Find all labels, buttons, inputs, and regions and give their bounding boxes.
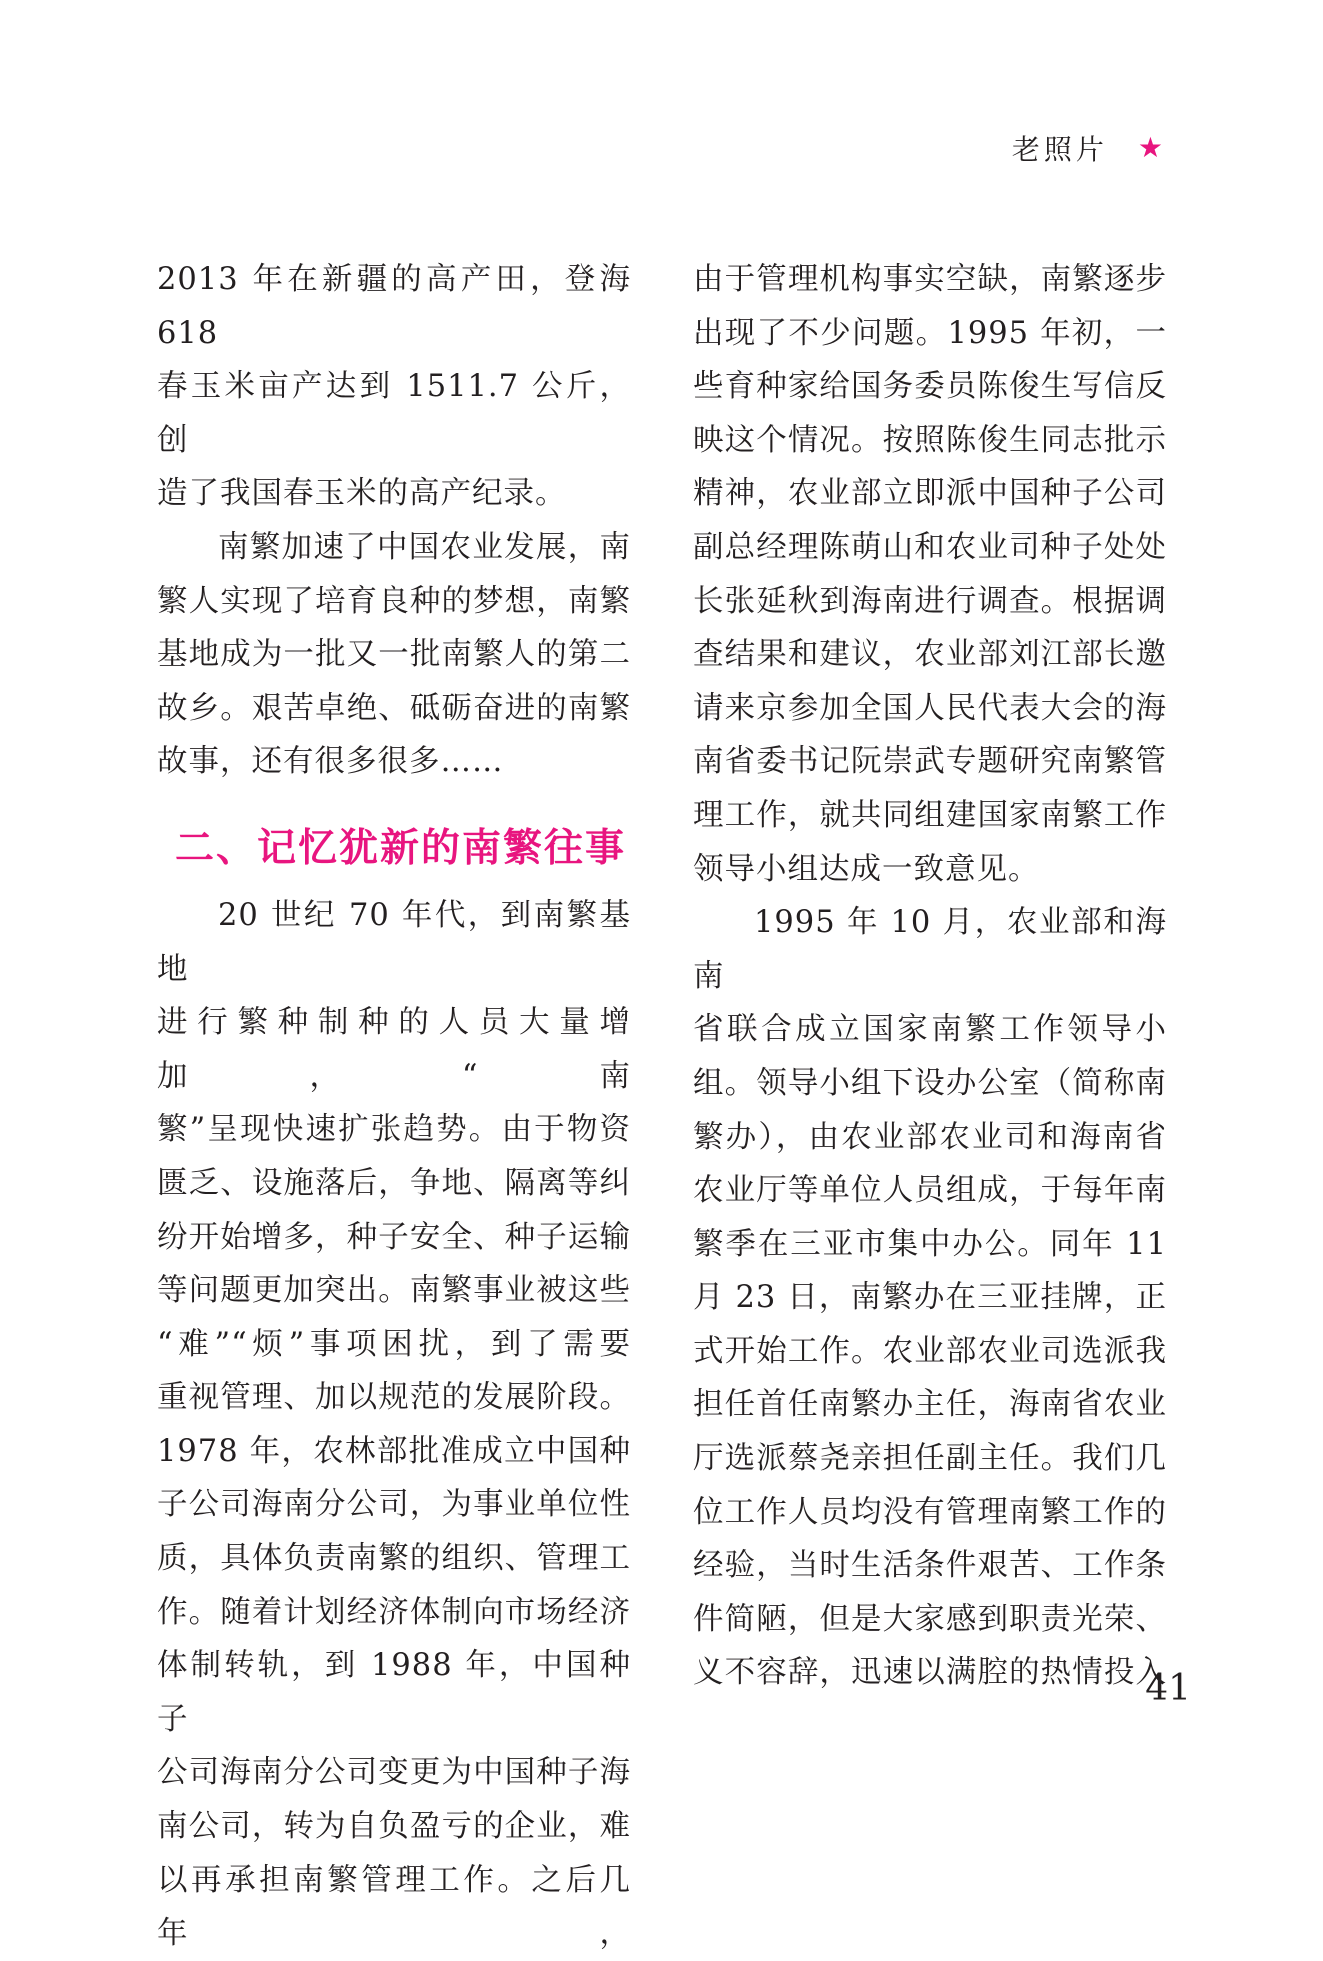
text-line: 位工作人员均没有管理南繁工作的 — [693, 1494, 1167, 1530]
paragraph — [693, 789, 1167, 843]
text-line: 厅选派蔡尧亲担任副主任。我们几 — [693, 1441, 1167, 1477]
text-line: 省联合成立国家南繁工作领导小 — [693, 1012, 1167, 1048]
section-heading: 二、记忆犹新的南繁往事 — [175, 825, 627, 871]
text-line: 基地成为一批又一批南繁人的第二 — [157, 637, 631, 673]
paragraph — [157, 1371, 631, 1425]
text-line: 担任首任南繁办主任，海南省农业 — [693, 1387, 1167, 1423]
paragraph — [157, 1264, 631, 1318]
paragraph — [693, 1111, 1167, 1165]
paragraph — [693, 682, 1167, 736]
paragraph — [157, 360, 631, 467]
text-line: 纷开始增多，种子安全、种子运输 — [157, 1219, 631, 1255]
paragraph — [157, 735, 631, 789]
paragraph — [157, 1586, 631, 1640]
text-line: 2013 年在新疆的高产田，登海 618 — [157, 262, 631, 351]
paragraph — [157, 1800, 631, 1854]
text-line: 领导小组达成一致意见。 — [693, 851, 1040, 887]
paragraph — [157, 1211, 631, 1265]
star-icon: ★ — [1137, 131, 1163, 164]
text-line: 繁办），由农业部农业司和海南省 — [693, 1119, 1167, 1155]
text-line: 请来京参加全国人民代表大会的海 — [693, 690, 1167, 726]
text-line: 查结果和建议，农业部刘江部长邀 — [693, 637, 1167, 673]
paragraph — [157, 1157, 631, 1211]
paragraph — [157, 467, 631, 521]
paragraph — [693, 575, 1167, 629]
text-line: 义不容辞，迅速以满腔的热情投入 — [693, 1655, 1167, 1691]
paragraph — [693, 1539, 1167, 1593]
paragraph — [157, 521, 631, 575]
text-line: 等问题更加突出。南繁事业被这些 — [157, 1273, 631, 1309]
paragraph — [693, 1057, 1167, 1111]
text-line: 进行繁种制种的人员大量增加，“南 — [157, 1005, 631, 1094]
paragraph — [157, 1746, 631, 1800]
text-line: 农业厅等单位人员组成，于每年南 — [693, 1173, 1167, 1209]
text-line: 质，具体负责南繁的组织、管理工 — [157, 1541, 631, 1577]
paragraph — [157, 996, 631, 1103]
paragraph — [693, 843, 1167, 897]
text-line: 体制转轨，到 1988 年，中国种子 — [157, 1648, 631, 1737]
text-line: 经验，当时生活条件艰苦、工作条 — [693, 1548, 1167, 1584]
paragraph — [693, 1164, 1167, 1218]
text-line: 作。随着计划经济体制向市场经济 — [157, 1594, 631, 1630]
running-header — [1012, 128, 1163, 168]
paragraph — [693, 521, 1167, 575]
paragraph — [157, 628, 631, 682]
paragraph — [693, 1593, 1167, 1647]
text-line: 匮乏、设施落后，争地、隔离等纠 — [157, 1165, 631, 1201]
text-line: 以再承担南繁管理工作。之后几年， — [157, 1862, 631, 1952]
text-line: 映这个情况。按照陈俊生同志批示 — [693, 422, 1167, 458]
paragraph — [693, 360, 1167, 414]
text-line: 组。领导小组下设办公室（简称南 — [693, 1065, 1167, 1101]
paragraph — [157, 1425, 631, 1479]
paragraph — [693, 467, 1167, 521]
page-number: 41 — [1145, 1668, 1191, 1709]
text-line: 1995 年 10 月，农业部和海南 — [693, 905, 1167, 994]
paragraph — [693, 1432, 1167, 1486]
text-line: 公司海南分公司变更为中国种子海 — [157, 1755, 631, 1791]
text-line: 副总经理陈萌山和农业司种子处处 — [693, 529, 1167, 565]
text-line: 理工作，就共同组建国家南繁工作 — [693, 797, 1167, 833]
paragraph — [157, 1639, 631, 1746]
paragraph — [693, 1486, 1167, 1540]
text-line: 繁”呈现快速扩张趋势。由于物资 — [157, 1112, 631, 1148]
text-line: 故事，还有很多很多…… — [157, 744, 504, 780]
paragraph — [693, 1003, 1167, 1057]
paragraph — [157, 1318, 631, 1372]
paragraph — [693, 1218, 1167, 1272]
paragraph — [693, 1378, 1167, 1432]
section-title: 老照片 — [1011, 133, 1108, 166]
text-line: 春玉米亩产达到 1511.7 公斤，创 — [157, 369, 631, 458]
paragraph — [693, 253, 1167, 307]
text-line: 精神，农业部立即派中国种子公司 — [693, 476, 1167, 512]
text-line: 南繁加速了中国农业发展，南 — [218, 529, 631, 565]
paragraph — [157, 682, 631, 736]
text-line: 20 世纪 70 年代，到南繁基地 — [157, 897, 631, 987]
paragraph — [693, 628, 1167, 682]
text-line: “难”“烦”事项困扰，到了需要 — [157, 1326, 631, 1362]
left-column — [157, 253, 631, 1961]
text-line: 月 23 日，南繁办在三亚挂牌，正 — [693, 1280, 1167, 1316]
paragraph — [693, 307, 1167, 361]
text-line: 子公司海南分公司，为事业单位性 — [157, 1487, 631, 1523]
paragraph — [693, 1325, 1167, 1379]
text-line: 繁季在三亚市集中办公。同年 11 — [693, 1226, 1167, 1262]
paragraph — [157, 253, 631, 360]
paragraph — [693, 1271, 1167, 1325]
paragraph — [157, 1532, 631, 1586]
paragraph — [693, 896, 1167, 1003]
text-line: 繁人实现了培育良种的梦想，南繁 — [157, 583, 631, 619]
text-line: 件简陋，但是大家感到职责光荣、 — [693, 1601, 1167, 1637]
text-line: 些育种家给国务委员陈俊生写信反 — [693, 369, 1167, 405]
paragraph — [693, 735, 1167, 789]
paragraph — [693, 414, 1167, 468]
text-line: 南公司，转为自负盈亏的企业，难 — [157, 1809, 631, 1845]
right-column — [693, 253, 1167, 1700]
text-line: 式开始工作。农业部农业司选派我 — [693, 1333, 1167, 1369]
paragraph — [157, 889, 631, 996]
paragraph — [157, 1854, 631, 1961]
text-line: 造了我国春玉米的高产纪录。 — [157, 476, 567, 512]
text-line: 南省委书记阮崇武专题研究南繁管 — [693, 744, 1167, 780]
paragraph — [157, 1478, 631, 1532]
text-line: 1978 年，农林部批准成立中国种 — [157, 1433, 631, 1469]
text-line: 出现了不少问题。1995 年初，一 — [693, 315, 1167, 351]
text-line: 长张延秋到海南进行调查。根据调 — [693, 583, 1167, 619]
paragraph — [157, 1103, 631, 1157]
text-line: 由于管理机构事实空缺，南繁逐步 — [693, 262, 1167, 297]
text-line: 故乡。艰苦卓绝、砥砺奋进的南繁 — [157, 690, 631, 726]
paragraph — [693, 1646, 1167, 1700]
text-line: 重视管理、加以规范的发展阶段。 — [157, 1380, 631, 1416]
paragraph — [157, 575, 631, 629]
